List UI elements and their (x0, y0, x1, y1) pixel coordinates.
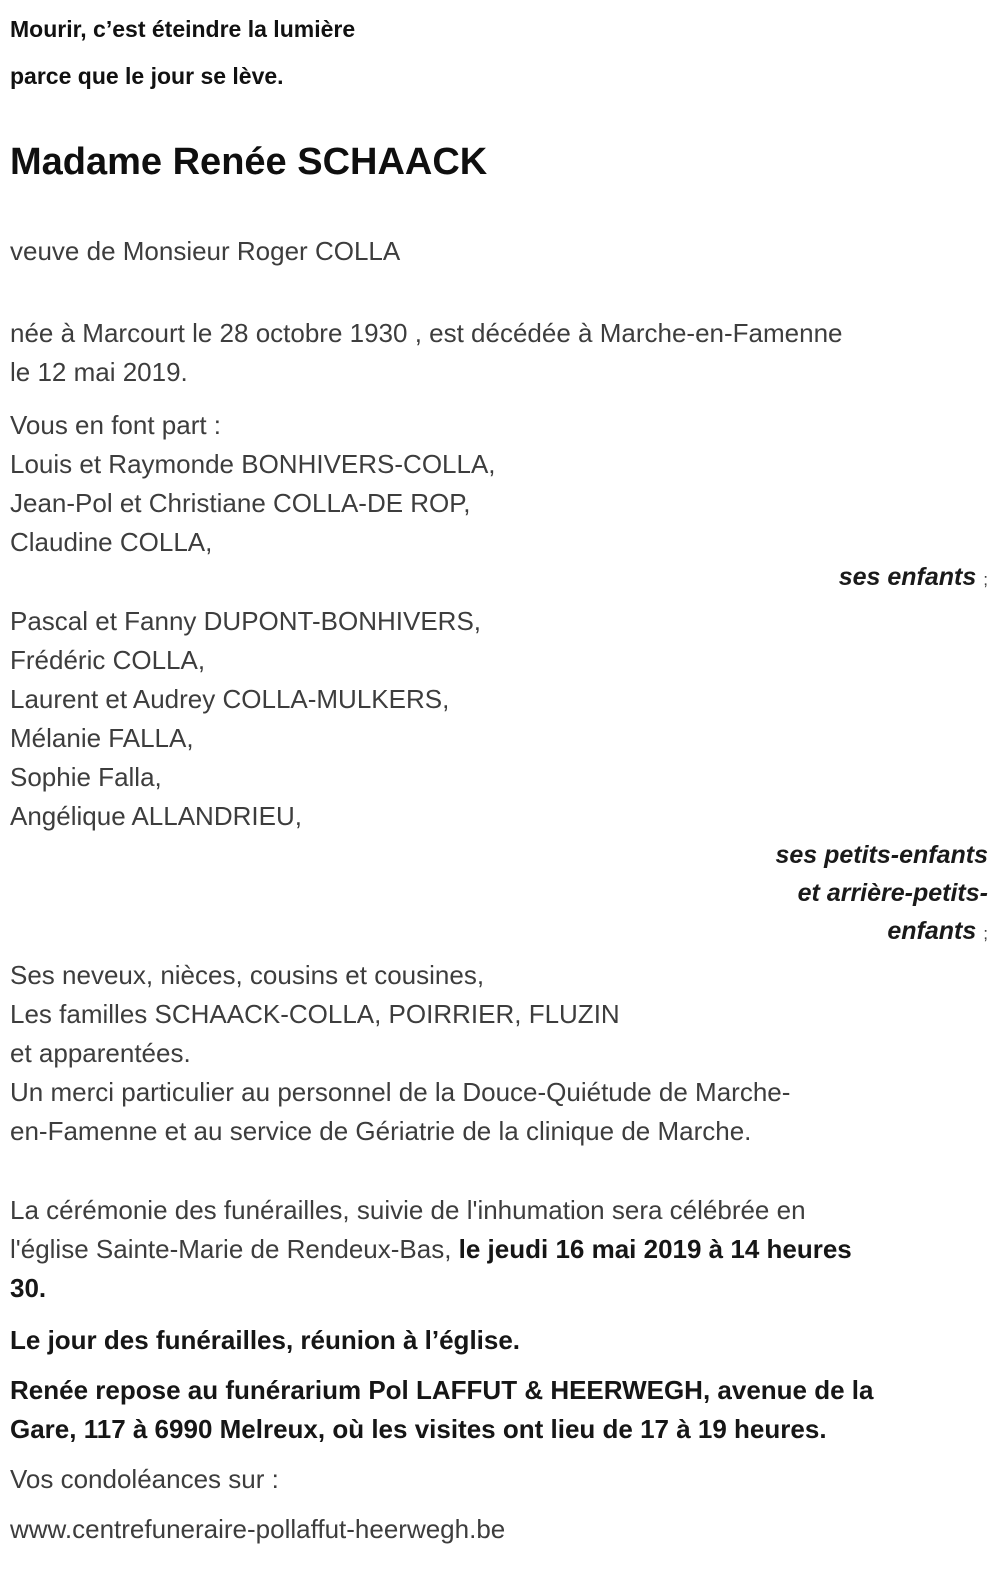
grandchildren-role-line-1: ses petits-enfants (775, 841, 988, 869)
deceased-name-title: Madame Renée SCHAACK (10, 141, 488, 183)
condolences-website-link[interactable]: www.centrefuneraire-pollaffut-heerwegh.be (10, 1514, 506, 1544)
grandchildren-role-text: enfants (887, 917, 977, 945)
grandchildren-name-line: Angélique ALLANDRIEU, (10, 801, 302, 831)
epigraph-line-1: Mourir, c’est éteindre la lumière (10, 16, 356, 42)
children-name-line: Jean-Pol et Christiane COLLA-DE ROP, (10, 488, 471, 518)
thanks-line-1: Un merci particulier au personnel de la Douce-Quiétude de Marche- (10, 1077, 791, 1107)
condolences-label: Vos condoléances sur : (10, 1464, 279, 1494)
grandchildren-name-line: Mélanie FALLA, (10, 723, 194, 753)
children-names-block (10, 445, 988, 562)
relatives-line: Ses neveux, nièces, cousins et cousines, (10, 960, 485, 990)
birth-death-line-2: le 12 mai 2019. (10, 357, 188, 387)
thanks-line-2: en-Famenne et au service de Gériatrie de la clinique de Marche. (10, 1116, 752, 1146)
ceremony-line-1: La cérémonie des funérailles, suivie de l'inhumation sera célébrée en (10, 1195, 806, 1225)
children-role-label (10, 562, 988, 595)
visitation-line-2: Gare, 117 à 6990 Melreux, où les visites ont lieu de 17 à 19 heures. (10, 1414, 827, 1444)
children-role-suffix: ; (983, 570, 988, 589)
visitation-paragraph (10, 1371, 988, 1449)
funeral-meeting-line: Le jour des funérailles, réunion à l’église. (10, 1325, 521, 1355)
grandchildren-name-line: Laurent et Audrey COLLA-MULKERS, (10, 684, 450, 714)
grandchildren-names-block (10, 602, 988, 836)
ceremony-line-3: 30. (10, 1273, 47, 1303)
children-name-line: Louis et Raymonde BONHIVERS-COLLA, (10, 449, 496, 479)
grandchildren-role-label (10, 836, 988, 953)
children-name-line: Claudine COLLA, (10, 527, 213, 557)
grandchildren-name-line: Frédéric COLLA, (10, 645, 206, 675)
visitation-line-1: Renée repose au funérarium Pol LAFFUT & HEERWEGH, avenue de la (10, 1375, 874, 1405)
relatives-line: et apparentées. (10, 1038, 191, 1068)
grandchildren-role-line-2: et arrière-petits- (797, 879, 988, 907)
epigraph (10, 14, 988, 91)
ceremony-datetime-text: le jeudi 16 mai 2019 à 14 heures (458, 1234, 852, 1264)
grandchildren-name-line: Sophie Falla, (10, 762, 162, 792)
thanks-block (10, 1073, 988, 1151)
children-role-text: ses enfants (838, 563, 977, 591)
relatives-line: Les familles SCHAACK-COLLA, POIRRIER, FLUZIN (10, 999, 620, 1029)
grandchildren-role-suffix: ; (983, 924, 988, 943)
epigraph-line-2: parce que le jour se lève. (10, 63, 284, 89)
grandchildren-role-line-3 (10, 912, 988, 953)
ceremony-paragraph (10, 1191, 988, 1308)
relatives-block (10, 956, 988, 1073)
birth-death-line-1: née à Marcourt le 28 octobre 1930 , est décédée à Marche-en-Famenne (10, 318, 843, 348)
grandchildren-name-line: Pascal et Fanny DUPONT-BONHIVERS, (10, 606, 482, 636)
relation-line: veuve de Monsieur Roger COLLA (10, 236, 401, 266)
birth-death-paragraph (10, 314, 988, 392)
ceremony-church-text: l'église Sainte-Marie de Rendeux-Bas, (10, 1234, 459, 1264)
ceremony-line-2 (10, 1230, 988, 1269)
announcement-intro: Vous en font part : (10, 410, 222, 440)
